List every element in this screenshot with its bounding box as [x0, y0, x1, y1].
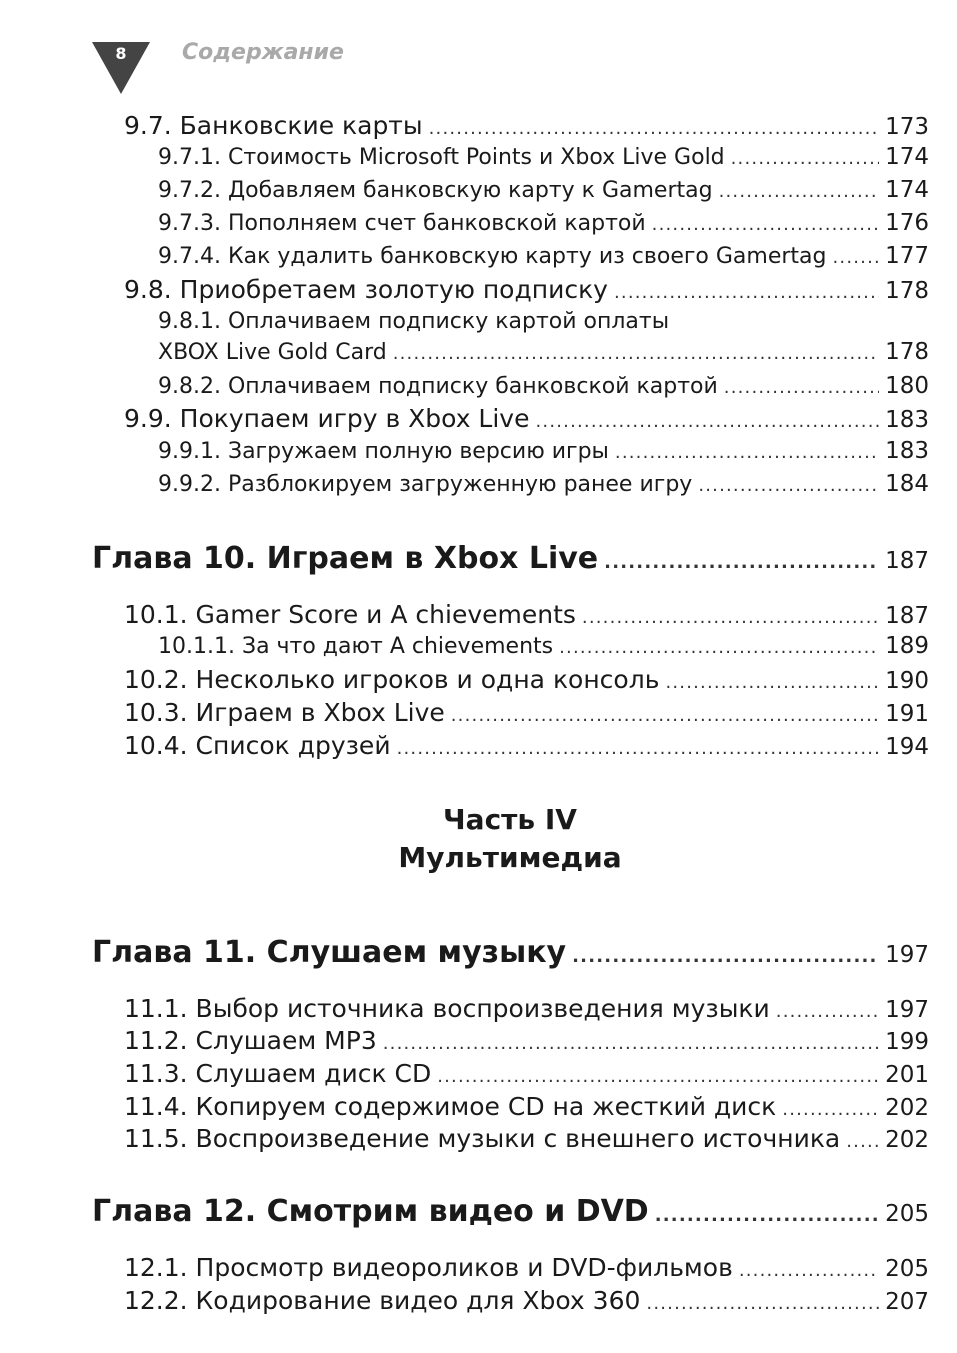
toc-entry-page: 174 [885, 177, 929, 203]
toc-entry-11-1[interactable] [124, 994, 929, 1027]
toc-entry-title: 10.1.1. За что дают A chievements [158, 634, 554, 659]
toc-chapter-title: Глава 11. Слушаем музыку [92, 935, 567, 970]
toc-leader-dots [437, 1062, 879, 1092]
toc-leader-dots [559, 633, 879, 663]
toc-entry-11-3[interactable] [124, 1059, 929, 1092]
toc-entry-title: 9.9. Покупаем игру в Xbox Live [124, 404, 530, 433]
toc-leader-dots [383, 1029, 879, 1059]
toc-entry-title: 12.2. Кодирование видео для Xbox 360 [124, 1286, 641, 1315]
toc-leader-dots [535, 407, 879, 437]
toc-entry-page: 178 [885, 278, 929, 304]
toc-entry-page: 183 [885, 407, 929, 433]
toc-entry-title: 9.8.2. Оплачиваем подписку банковской картой [158, 374, 718, 399]
toc-entry-page: 177 [885, 243, 929, 269]
toc-entry-page: 197 [885, 997, 929, 1023]
toc-leader-dots [698, 471, 879, 501]
toc-entry-9-7-4[interactable] [158, 241, 929, 273]
toc-leader-dots [846, 1127, 879, 1157]
toc-leader-dots [833, 243, 880, 273]
toc-entry-title: 10.2. Несколько игроков и одна консоль [124, 665, 660, 694]
toc-entry-10-4[interactable] [124, 731, 929, 764]
toc-leader-dots [655, 1201, 879, 1231]
toc-entry-9-8[interactable] [124, 275, 929, 308]
toc-chapter-title: Глава 12. Смотрим видео и DVD [92, 1194, 649, 1229]
toc-entry-page: 202 [885, 1095, 929, 1121]
toc-entry-page: 205 [885, 1201, 929, 1227]
running-title: Содержание [182, 40, 344, 65]
toc-leader-dots [451, 701, 879, 731]
toc-entry-page: 205 [885, 1256, 929, 1282]
toc-entry-9-7-3[interactable] [158, 208, 929, 240]
toc-entry-page: 194 [885, 734, 929, 760]
toc-entry-page: 197 [885, 942, 929, 968]
toc-entry-title: 9.7.2. Добавляем банковскую карту к Gamertag [158, 178, 713, 203]
toc-leader-dots [782, 1095, 879, 1125]
toc-entry-page: 190 [885, 668, 929, 694]
part-number: Часть IV [443, 803, 577, 836]
toc-entry-title: 9.8. Приобретаем золотую подписку [124, 275, 608, 304]
toc-entry-page: 201 [885, 1062, 929, 1088]
toc-entry-page: 174 [885, 144, 929, 170]
toc-entry-9-7-2[interactable] [158, 175, 929, 207]
toc-entry-9-8-1-line1[interactable]: 9.8.1. Оплачиваем подписку картой оплаты [158, 309, 670, 334]
toc-entry-10-3[interactable] [124, 698, 929, 731]
toc-entry-title: 9.9.1. Загружаем полную версию игры [158, 439, 609, 464]
toc-entry-page: 189 [885, 633, 929, 659]
toc-entry-title: 11.4. Копируем содержимое CD на жесткий диск [124, 1092, 777, 1121]
toc-chapter-12[interactable] [92, 1194, 929, 1231]
toc-entry-title: 11.2. Слушаем MP3 [124, 1026, 377, 1055]
toc-chapter-title: Глава 10. Играем в Xbox Live [92, 541, 599, 576]
toc-leader-dots [615, 438, 879, 468]
toc-entry-page: 176 [885, 210, 929, 236]
toc-leader-dots [582, 603, 879, 633]
toc-entry-title: 9.7.4. Как удалить банковскую карту из своего Gamertag [158, 244, 827, 269]
toc-entry-10-2[interactable] [124, 665, 929, 698]
toc-entry-page: 199 [885, 1029, 929, 1055]
toc-entry-title: 10.1. Gamer Score и A chievements [124, 600, 576, 629]
toc-entry-11-4[interactable] [124, 1092, 929, 1125]
toc-entry-page: 173 [885, 114, 929, 140]
toc-entry-title: 10.4. Список друзей [124, 731, 391, 760]
toc-entry-page: 191 [885, 701, 929, 727]
toc-entry-title: 11.1. Выбор источника воспроизведения музыки [124, 994, 770, 1023]
toc-entry-title: 11.3. Слушаем диск CD [124, 1059, 432, 1088]
toc-entry-9-9-1[interactable] [158, 436, 929, 468]
toc-entry-9-7-1[interactable] [158, 142, 929, 174]
toc-entry-9-7[interactable] [124, 111, 929, 144]
toc-leader-dots [724, 373, 879, 403]
toc-leader-dots [397, 734, 880, 764]
toc-entry-title: 9.7.1. Стоимость Microsoft Points и Xbox Live Gold [158, 145, 725, 170]
toc-entry-title: 9.9.2. Разблокируем загруженную ранее игру [158, 472, 693, 497]
toc-leader-dots [614, 278, 879, 308]
toc-entry-12-1[interactable] [124, 1253, 929, 1286]
toc-leader-dots [719, 177, 880, 207]
toc-entry-title: 9.7.3. Пополняем счет банковской картой [158, 211, 646, 236]
toc-chapter-10[interactable] [92, 541, 929, 578]
toc-leader-dots [731, 144, 879, 174]
toc-entry-9-9[interactable] [124, 404, 929, 437]
toc-leader-dots [429, 114, 879, 144]
toc-entry-page: 187 [885, 548, 929, 574]
toc-entry-title: XBOX Live Gold Card [158, 340, 387, 365]
toc-entry-title: 12.1. Просмотр видеороликов и DVD-фильмов [124, 1253, 733, 1282]
toc-entry-page: 180 [885, 373, 929, 399]
toc-entry-title: 9.7. Банковские карты [124, 111, 423, 140]
toc-entry-9-8-2[interactable] [158, 371, 929, 403]
toc-leader-dots [572, 942, 879, 972]
toc-leader-dots [739, 1256, 879, 1286]
toc-entry-11-5[interactable] [124, 1124, 929, 1157]
toc-leader-dots [776, 997, 879, 1027]
toc-entry-page: 202 [885, 1127, 929, 1153]
toc-entry-12-2[interactable] [124, 1286, 929, 1319]
toc-entry-page: 183 [885, 438, 929, 464]
toc-entry-10-1[interactable] [124, 600, 929, 633]
page-number: 8 [115, 44, 127, 63]
toc-entry-title: 11.5. Воспроизведение музыки с внешнего источника [124, 1124, 841, 1153]
toc-entry-page: 184 [885, 471, 929, 497]
toc-entry-title: 10.3. Играем в Xbox Live [124, 698, 445, 727]
toc-entry-11-2[interactable] [124, 1026, 929, 1059]
toc-leader-dots [604, 548, 879, 578]
toc-leader-dots [646, 1289, 879, 1319]
toc-chapter-11[interactable] [92, 935, 929, 972]
toc-leader-dots [393, 339, 879, 369]
toc-leader-dots [652, 210, 879, 240]
part-title: Мультимедиа [398, 841, 622, 874]
toc-entry-9-8-1[interactable] [158, 337, 929, 369]
toc-entry-page: 207 [885, 1289, 929, 1315]
toc-entry-9-9-2[interactable] [158, 469, 929, 501]
toc-entry-10-1-1[interactable] [158, 631, 929, 663]
toc-entry-page: 187 [885, 603, 929, 629]
toc-leader-dots [665, 668, 879, 698]
toc-entry-page: 178 [885, 339, 929, 365]
